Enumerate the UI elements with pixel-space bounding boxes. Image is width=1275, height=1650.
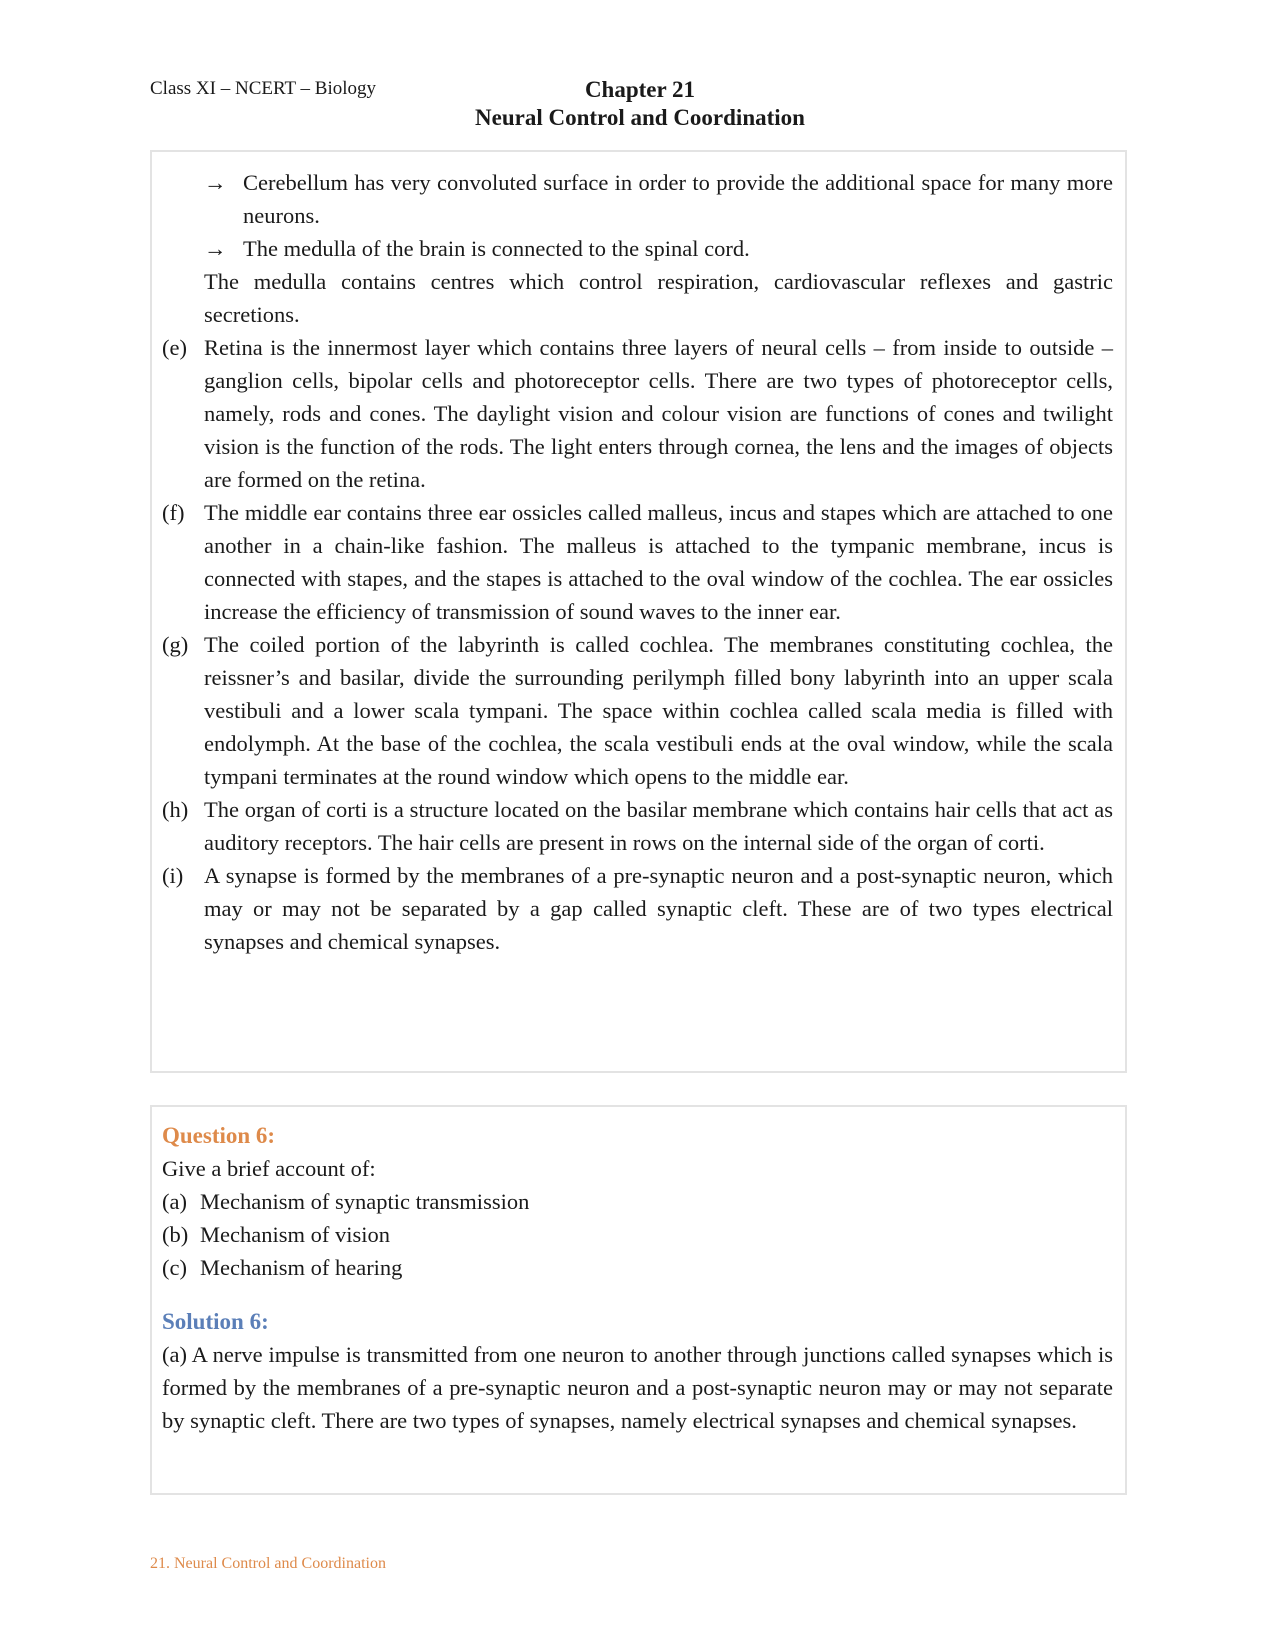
right-arrow-icon: → [204, 236, 227, 261]
question-item [162, 1251, 1113, 1284]
item-text: The middle ear contains three ear ossicles called malleus, incus and stapes which are attached to one another in a chain-like fashion. The malleus is attached to the tympanic membrane, incus is connected with stapes, and the stapes is attached to the oval window of the cochlea. The ear ossicles increase the efficiency of transmission of sound waves to the inner ear. [204, 500, 1113, 624]
item-text: The coiled portion of the labyrinth is called cochlea. The membranes constituting cochlea, the reissner’s and basilar, divide the surrounding perilymph filled bony labyrinth into an upper scala vestibuli and a lower scala tympani. The space within cochlea called scala media is filled with endolymph. At the base of the cochlea, the scala vestibuli ends at the oval window, while the scala tympani terminates at the round window which opens to the middle ear. [204, 632, 1113, 789]
question-title: Question 6: [162, 1123, 276, 1148]
arrow-item-text: Cerebellum has very convoluted surface in order to provide the additional space for many more neurons. [243, 170, 1113, 228]
medulla-paragraph: The medulla contains centres which control respiration, cardiovascular reflexes and gastric secretions. [204, 269, 1113, 327]
answer-item-i [162, 859, 1113, 958]
right-arrow-icon: → [204, 170, 227, 195]
item-letter: (h) [162, 797, 189, 822]
chapter-title: Neural Control and Coordination [475, 105, 805, 130]
question-item [162, 1185, 1113, 1218]
answer-item-e [162, 331, 1113, 496]
item-letter: (f) [162, 500, 185, 525]
item-text: A synapse is formed by the membranes of a pre-synaptic neuron and a post-synaptic neuron, which may or may not be separated by a gap called synaptic cleft. These are of two types electrical synapses and chemical synapses. [204, 863, 1113, 954]
arrow-list-item [162, 232, 1113, 265]
item-text: Retina is the innermost layer which contains three layers of neural cells – from inside to outside – ganglion cells, bipolar cells and photoreceptor cells. There are two types of photoreceptor cells, namely, rods and cones. The daylight vision and colour vision are functions of cones and twilight vision is the function of the rods. The light enters through cornea, the lens and the images of objects are formed on the retina. [204, 335, 1113, 492]
item-letter: (g) [162, 632, 189, 657]
arrow-item-text: The medulla of the brain is connected to the spinal cord. [243, 236, 750, 261]
question-intro: Give a brief account of: [162, 1156, 376, 1181]
chapter-heading [440, 76, 840, 132]
answer-continuation-box [150, 150, 1127, 1073]
item-letter: (b) [162, 1222, 189, 1247]
item-text: The organ of corti is a structure located on the basilar membrane which contains hair cells that act as auditory receptors. The hair cells are present in rows on the internal side of the organ of corti. [204, 797, 1113, 855]
item-letter: (e) [162, 335, 187, 360]
solution-title: Solution 6: [162, 1309, 269, 1334]
answer-item-h [162, 793, 1113, 859]
item-text: Mechanism of synaptic transmission [200, 1189, 530, 1214]
question-solution-box [150, 1105, 1127, 1495]
item-letter: (a) [162, 1189, 187, 1214]
item-letter: (c) [162, 1255, 187, 1280]
chapter-number: Chapter 21 [584, 77, 696, 102]
page-footer: 21. Neural Control and Coordination [150, 1555, 386, 1572]
answer-item-g [162, 628, 1113, 793]
item-text: Mechanism of vision [200, 1222, 390, 1247]
answer-item-f [162, 496, 1113, 628]
question-item [162, 1218, 1113, 1251]
item-text: Mechanism of hearing [200, 1255, 403, 1280]
solution-text: (a) A nerve impulse is transmitted from one neuron to another through junctions called synapses which is formed by the membranes of a pre-synaptic neuron and a post-synaptic neuron may or may not separate by synaptic cleft. There are two types of synapses, namely electrical synapses and chemical synapses. [162, 1342, 1113, 1433]
class-label: Class XI – NCERT – Biology [150, 78, 376, 99]
item-letter: (i) [162, 863, 184, 888]
arrow-list-item [162, 166, 1113, 232]
